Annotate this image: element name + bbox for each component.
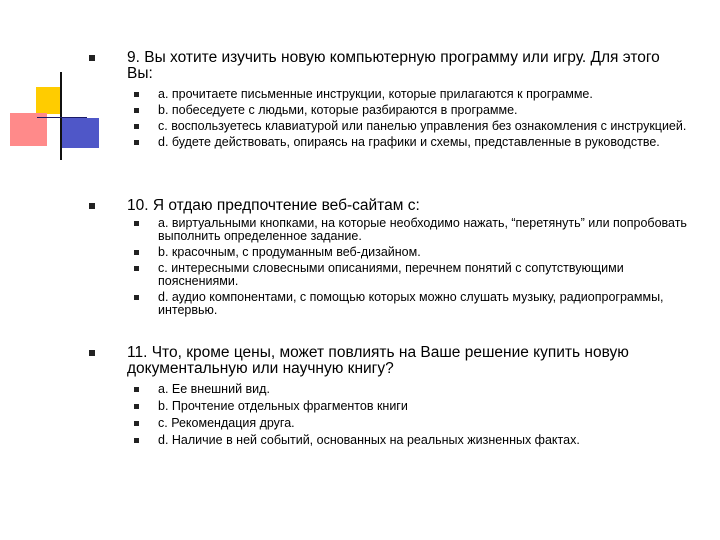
answer-option bbox=[88, 120, 688, 133]
square-bullet-icon bbox=[89, 203, 95, 209]
question-10 bbox=[88, 198, 688, 317]
square-bullet-icon bbox=[134, 387, 139, 392]
option-text: b. красочным, с продуманным веб-дизайном. bbox=[158, 245, 421, 259]
question-text: Вы хотите изучить новую компьютерную программу или игру. Для этого Вы: bbox=[127, 49, 660, 82]
question-11 bbox=[88, 345, 688, 447]
square-bullet-icon bbox=[134, 92, 139, 97]
square-bullet-icon bbox=[134, 221, 139, 226]
question-heading bbox=[88, 50, 688, 82]
square-bullet-icon bbox=[134, 250, 139, 255]
option-text: a. виртуальными кнопками, на которые необходимо нажать, “перетянуть” или попробовать выполнить определенное задание. bbox=[158, 216, 687, 243]
square-bullet-icon bbox=[89, 55, 95, 61]
option-text: a. прочитаете письменные инструкции, которые прилагаются к программе. bbox=[158, 87, 593, 101]
decor-horizontal-line bbox=[37, 117, 87, 118]
question-text: Что, кроме цены, может повлиять на Ваше решение купить новую документальную или научную книгу? bbox=[127, 344, 629, 377]
square-bullet-icon bbox=[134, 108, 139, 113]
square-bullet-icon bbox=[134, 295, 139, 300]
question-heading bbox=[88, 345, 688, 377]
answer-option bbox=[88, 262, 688, 288]
option-text: c. воспользуетесь клавиатурой или панелью управления без ознакомления с инструкцией. bbox=[158, 119, 687, 133]
answer-option bbox=[88, 383, 688, 396]
square-bullet-icon bbox=[134, 266, 139, 271]
option-text: d. аудио компонентами, с помощью которых можно слушать музыку, радиопрограммы, интервью. bbox=[158, 290, 664, 317]
option-text: d. Наличие в ней событий, основанных на реальных жизненных фактах. bbox=[158, 433, 580, 447]
option-text: b. побеседуете с людьми, которые разбираются в программе. bbox=[158, 103, 518, 117]
question-number: 11. bbox=[127, 344, 148, 361]
question-9 bbox=[88, 50, 688, 149]
answer-option bbox=[88, 88, 688, 101]
square-bullet-icon bbox=[89, 350, 95, 356]
question-text: Я отдаю предпочтение веб-сайтам с: bbox=[152, 197, 420, 214]
answer-option bbox=[88, 246, 688, 259]
decor-vertical-line bbox=[60, 72, 62, 160]
answer-option bbox=[88, 400, 688, 413]
answer-option bbox=[88, 291, 688, 317]
square-bullet-icon bbox=[134, 438, 139, 443]
answer-option bbox=[88, 104, 688, 117]
option-text: d. будете действовать, опираясь на графики и схемы, представленные в руководстве. bbox=[158, 135, 660, 149]
answer-option bbox=[88, 417, 688, 430]
decor-yellow-square bbox=[36, 87, 60, 114]
question-number: 10. bbox=[127, 197, 149, 214]
option-text: c. Рекомендация друга. bbox=[158, 416, 295, 430]
option-text: a. Ее внешний вид. bbox=[158, 382, 270, 396]
answer-option bbox=[88, 434, 688, 447]
square-bullet-icon bbox=[134, 404, 139, 409]
answer-option bbox=[88, 217, 688, 243]
question-heading bbox=[88, 198, 688, 214]
option-text: c. интересными словесными описаниями, перечнем понятий с сопутствующими пояснениями. bbox=[158, 261, 624, 288]
square-bullet-icon bbox=[134, 124, 139, 129]
square-bullet-icon bbox=[134, 140, 139, 145]
option-text: b. Прочтение отдельных фрагментов книги bbox=[158, 399, 408, 413]
question-number: 9. bbox=[127, 49, 140, 66]
answer-option bbox=[88, 136, 688, 149]
square-bullet-icon bbox=[134, 421, 139, 426]
